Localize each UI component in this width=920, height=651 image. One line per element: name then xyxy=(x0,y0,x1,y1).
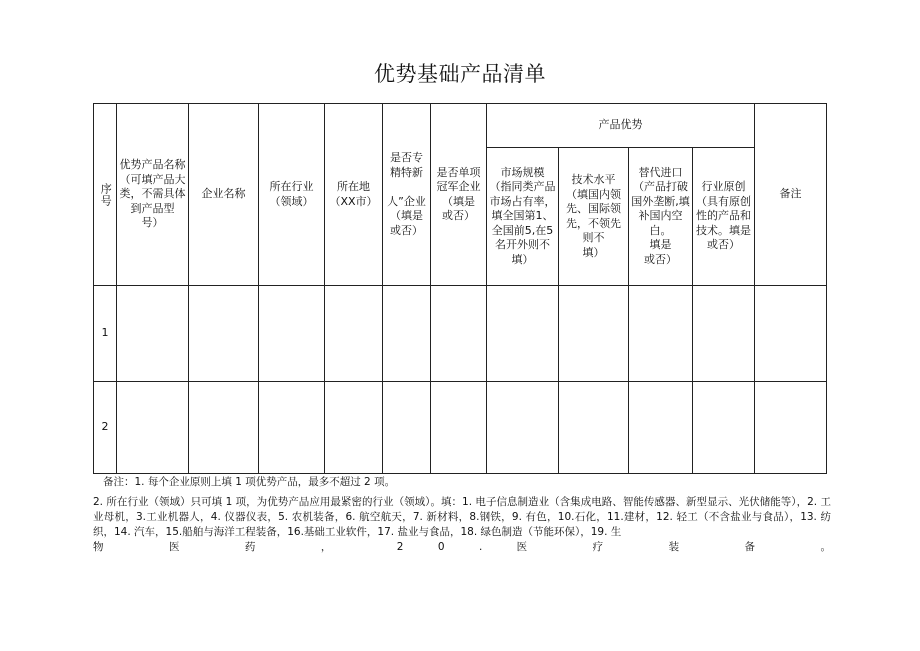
cell xyxy=(259,286,325,382)
cell xyxy=(431,382,487,474)
cell xyxy=(117,286,189,382)
cell xyxy=(259,382,325,474)
header-industry: 所在行业 （领域） xyxy=(259,104,325,286)
cell xyxy=(431,286,487,382)
cell xyxy=(755,382,827,474)
cell xyxy=(487,286,559,382)
cell xyxy=(383,286,431,382)
note-industry-list: 2. 所在行业（领域）只可填 1 项，为优势产品应用最紧密的行业（领域）。填：1. 电子信息制造业（含集成电路、智能传感器、新型显示、光伏储能等），2. 工业母机，3.工业机器人，4. 仪器仪表，5. 农机装备，6. 航空航天，7. 新材料，8.钢铁，9. 有色，10.石化，11.建材，12. 轻工（不含盐业与食品），13. 纺织，14. 汽车，15.船舶与海洋工程装备，16.基础工业软件，17. 盐业与食品，18. 绿色制造（节能环保），19. 生 xyxy=(93,496,831,538)
row-seq: 1 xyxy=(94,286,117,382)
row-seq: 2 xyxy=(94,382,117,474)
cell xyxy=(325,286,383,382)
cell xyxy=(629,286,693,382)
header-champion: 是否单项冠军企业 （填是 或否） xyxy=(431,104,487,286)
cell xyxy=(325,382,383,474)
header-company: 企业名称 xyxy=(189,104,259,286)
header-tech-level: 技术水平 （填国内领先、国际领先，不领先则不 填） xyxy=(559,148,629,286)
header-location: 所在地 （XX市） xyxy=(325,104,383,286)
header-product: 优势产品名称 （可填产品大类，不需具体到产品型 号） xyxy=(117,104,189,286)
cell xyxy=(559,286,629,382)
header-specialized: 是否专精特新 人”企业 （填是或否） xyxy=(383,104,431,286)
cell xyxy=(189,382,259,474)
page-title: 优势基础产品清单 xyxy=(374,62,546,86)
note-line-2 xyxy=(93,495,831,555)
table-row xyxy=(94,286,827,382)
header-import-substitution: 替代进口 （产品打破国外垄断,填补国内空白。 填是 或否） xyxy=(629,148,693,286)
cell xyxy=(755,286,827,382)
header-remark: 备注 xyxy=(755,104,827,286)
cell xyxy=(189,286,259,382)
cell xyxy=(629,382,693,474)
note-line-1: 备注：1. 每个企业原则上填 1 项优势产品，最多不超过 2 项。 xyxy=(103,476,396,488)
header-seq: 序号 xyxy=(94,104,117,286)
cell xyxy=(693,382,755,474)
cell xyxy=(117,382,189,474)
cell xyxy=(559,382,629,474)
header-market-size: 市场规模 （指同类产品市场占有率，填全国第1、全国前5,在5名开外则不填） xyxy=(487,148,559,286)
table-row xyxy=(94,382,827,474)
cell xyxy=(383,382,431,474)
header-industry-original: 行业原创 （具有原创性的产品和技术。填是或否） xyxy=(693,148,755,286)
note-industry-list-end: 物 医 药 ， 2 0 . 医 疗 装 备 。 xyxy=(93,541,831,553)
product-list-table xyxy=(93,103,827,474)
cell xyxy=(487,382,559,474)
header-product-advantage: 产品优势 xyxy=(487,104,755,148)
cell xyxy=(693,286,755,382)
